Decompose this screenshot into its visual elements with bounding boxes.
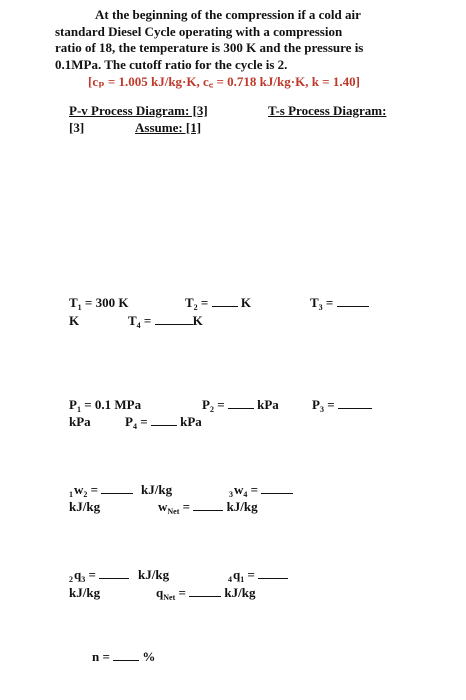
w34-field: $_3w_4$ = [229, 483, 293, 499]
w12-unit-inline: kJ/kg [141, 482, 173, 497]
problem-line-4: 0.1MPa. The cutoff ratio for the cycle is 2. [55, 56, 288, 72]
wnet-field: $w_{Net} = kJ/kg$ [158, 499, 258, 516]
t4-blank[interactable] [155, 314, 193, 325]
w34-blank[interactable] [261, 483, 293, 494]
problem-line-2: standard Diesel Cycle operating with a compression [55, 23, 343, 39]
q23-unit-inline: kJ/kg [138, 567, 170, 582]
efficiency-blank[interactable] [113, 650, 139, 661]
ts-diagram-heading: T-s Process Diagram: [268, 103, 387, 118]
problem-line-3: ratio of 18, the temperature is 300 K and the pressure is [55, 40, 364, 55]
q41-blank[interactable] [258, 568, 288, 579]
assume-heading: Assume: [1] [135, 120, 202, 135]
q41-field: $_4q_1$ = [228, 568, 288, 584]
w12-field: $_1w_2$ = [69, 483, 133, 499]
p2-blank[interactable] [228, 398, 254, 409]
t2-field: $T_2 = K$ [185, 295, 251, 312]
p4-blank[interactable] [151, 415, 177, 426]
t3-blank[interactable] [337, 296, 369, 307]
problem-line-1: At the beginning of the compression if a cold air [95, 7, 361, 22]
p3-blank[interactable] [338, 398, 372, 409]
t1-field: $T_1 = 300$ K [69, 295, 129, 312]
wnet-blank[interactable] [193, 500, 223, 511]
p3-field: $P_3$ = [312, 398, 372, 411]
qnet-field: $q_{Net} = kJ/kg$ [156, 585, 256, 602]
qnet-blank[interactable] [189, 586, 221, 597]
q23-blank[interactable] [99, 568, 129, 579]
pv-diagram-heading: P-v Process Diagram: [3] [69, 103, 208, 118]
p2-field: $P_2$ = kPa [202, 397, 279, 414]
pv-points: [3] [69, 120, 85, 135]
t3-field: $T_3$ = [310, 296, 369, 309]
q23-unit: kJ/kg [69, 585, 101, 600]
t2-blank[interactable] [212, 296, 238, 307]
t1-unit-wrap: K [69, 313, 80, 328]
constants-line: [cₚ = 1.005 kJ/kg·K, c꜀ = 0.718 kJ/kg·K, k = 1.40] [88, 74, 360, 89]
efficiency-field: n = % [92, 649, 156, 664]
t4-field: $T_4 = K$ [128, 313, 203, 330]
p1-field: $P_1 = 0.1$ MPa [69, 397, 142, 414]
problem-statement [55, 7, 415, 73]
p4-field: $P_4$ = kPa [125, 414, 202, 431]
w12-blank[interactable] [101, 483, 133, 494]
p1-unit: kPa [69, 414, 91, 429]
q23-field: $_2q_3$ = [69, 568, 129, 584]
w12-unit: kJ/kg [69, 499, 101, 514]
